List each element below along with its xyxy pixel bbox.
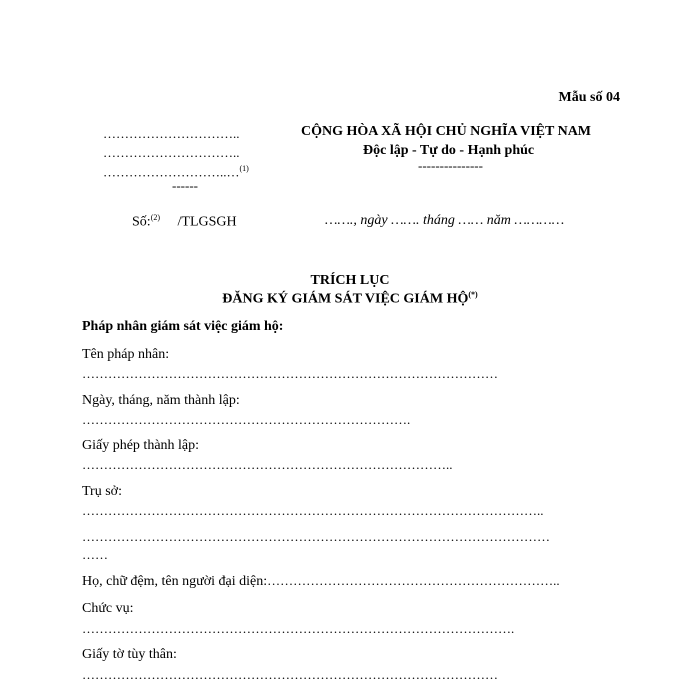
national-rule: --------------- bbox=[418, 158, 483, 173]
field-label-ngay-thanh-lap: Ngày, tháng, năm thành lập: bbox=[82, 393, 240, 408]
field-label-chuc-vu: Chức vụ: bbox=[82, 601, 134, 616]
field-dots-ten-phap-nhan: …………………………………………………………………………………… bbox=[82, 366, 498, 381]
field-label-giay-phep: Giấy phép thành lập: bbox=[82, 438, 200, 453]
section-heading: Pháp nhân giám sát việc giám hộ: bbox=[82, 319, 284, 334]
field-dots-ngay-thanh-lap: …………………………………………………………………. bbox=[82, 412, 411, 427]
national-motto: Độc lập - Tự do - Hạnh phúc bbox=[363, 143, 535, 158]
field-label-giay-to: Giấy tờ tùy thân: bbox=[82, 647, 177, 662]
field-label-ten-phap-nhan: Tên pháp nhân: bbox=[82, 347, 170, 362]
field-label-nguoi-dai-dien: Họ, chữ đệm, tên người đại diện: bbox=[82, 574, 268, 589]
date-line: ……., ngày ……. tháng …… năm ………… bbox=[325, 213, 565, 228]
field-dots-tru-so-3: …… bbox=[82, 547, 108, 562]
field-nguoi-dai-dien bbox=[82, 573, 560, 590]
field-dots-tru-so-1: …………………………………………………………………………………………….. bbox=[82, 503, 544, 518]
field-dots-tru-so-2: ……………………………………………………………………………………………… bbox=[82, 529, 550, 544]
agency-line-2: ………………………….. bbox=[103, 145, 240, 160]
reference-code: /TLGSGH bbox=[177, 214, 237, 230]
note-ref-star: (*) bbox=[468, 290, 478, 299]
field-dots-giay-to: …………………………………………………………………………………… bbox=[82, 667, 498, 682]
document-subtitle bbox=[0, 290, 700, 308]
document-subtitle-text: ĐĂNG KÝ GIÁM SÁT VIỆC GIÁM HỘ bbox=[222, 291, 469, 307]
note-ref-2: (2) bbox=[150, 213, 161, 222]
document-title: TRÍCH LỤC bbox=[310, 273, 390, 288]
agency-line-1: ………………………….. bbox=[103, 126, 240, 141]
note-ref-1: (1) bbox=[239, 164, 249, 173]
reference-number bbox=[132, 213, 237, 231]
reference-label: Số: bbox=[132, 214, 151, 230]
field-dots-giay-phep: ………………………………………………………………………….. bbox=[82, 457, 453, 472]
agency-line-3-dots: ………………………..… bbox=[103, 164, 240, 180]
form-number: Mẫu số 04 bbox=[558, 90, 620, 105]
field-dots-nguoi-dai-dien: ………………………………………………………….. bbox=[267, 573, 560, 588]
field-dots-chuc-vu: ………………………………………………………………………………………. bbox=[82, 621, 515, 636]
agency-rule: ------ bbox=[172, 178, 198, 193]
national-title: CỘNG HÒA XÃ HỘI CHỦ NGHĨA VIỆT NAM bbox=[301, 124, 592, 139]
field-label-tru-so: Trụ sở: bbox=[82, 484, 122, 499]
